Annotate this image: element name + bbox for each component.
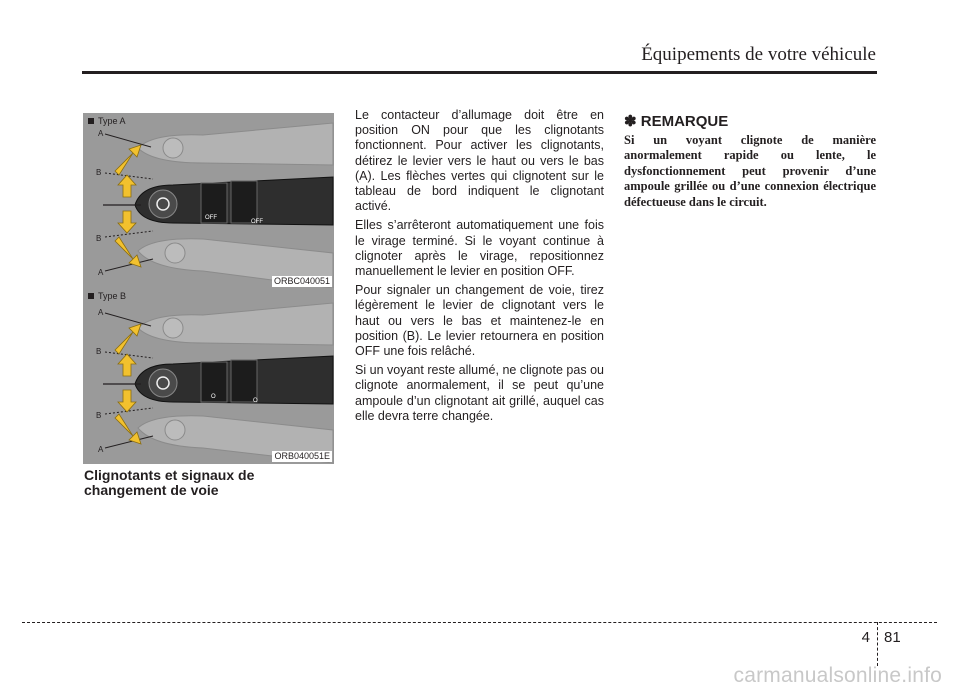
callout-label: B	[96, 234, 102, 243]
callout-label: B	[96, 168, 102, 177]
switch-text: O	[211, 394, 216, 400]
callout-label: B	[96, 347, 102, 356]
lever-illustration-type-b	[83, 288, 334, 464]
callout-label: A	[98, 445, 104, 454]
watermark: carmanualsonline.info	[733, 664, 942, 687]
body-paragraph: Pour signaler un changement de voie, tirez légèrement le levier de clignotant vers le haut ou vers le bas et maintenez-le en position (B). Le levier retournera en position OFF une fois relâché.	[355, 283, 604, 359]
footer-separator	[877, 622, 878, 666]
body-paragraph: Elles s’arrêteront automatiquement une fois le virage terminé. Si le voyant continue à clignoter après le virage, repositionnez manuellement le levier en position OFF.	[355, 218, 604, 279]
switch-text: O	[253, 398, 258, 404]
section-heading: Clignotants et signaux de changement de voie	[84, 467, 255, 498]
body-text	[355, 108, 604, 428]
callout-label: B	[96, 411, 102, 420]
figure-type-text: Type B	[98, 291, 127, 301]
figure-type-a	[83, 113, 334, 289]
header-rule	[82, 71, 877, 74]
switch-text: OFF	[205, 215, 217, 221]
page-header-title: Équipements de votre véhicule	[641, 44, 876, 65]
callout-label: A	[98, 268, 104, 277]
lever-illustration-type-a	[83, 113, 334, 289]
callout-label: A	[98, 129, 104, 138]
body-paragraph: Le contacteur d’allumage doit être en position ON pour que les clignotants fonctionnent. Pour activer les clignotants, détirez le levier vers le haut ou vers le bas (A). Les flèches vertes qui clignotent sur le tableau de bord indiquent le clignotant activé.	[355, 108, 604, 214]
callout-label: A	[98, 308, 104, 317]
figure-type-label	[88, 116, 126, 126]
figure-code: ORB040051E	[274, 451, 330, 461]
chapter-number: 4	[861, 629, 870, 646]
note-text: Si un voyant clignote de manière anormalement rapide ou lente, le dysfonctionnement peut provenir d’une ampoule grillée ou d’une connexion électrique défectueuse dans le circuit.	[624, 133, 876, 209]
note-title: ✽ REMARQUE	[624, 113, 729, 130]
body-paragraph: Si un voyant reste allumé, ne clignote pas ou clignote anormalement, il se peut qu’une ampoule d’un clignotant ait grillé, auquel cas elle devra terre changée.	[355, 363, 604, 423]
figure-type-b	[83, 288, 334, 464]
page-number: 81	[884, 629, 901, 646]
switch-text: OFF	[251, 219, 263, 225]
figure-type-text: Type A	[98, 116, 126, 126]
figure-code: ORBC040051	[273, 276, 330, 286]
footer-rule	[22, 622, 937, 623]
figure-type-label	[88, 291, 126, 301]
